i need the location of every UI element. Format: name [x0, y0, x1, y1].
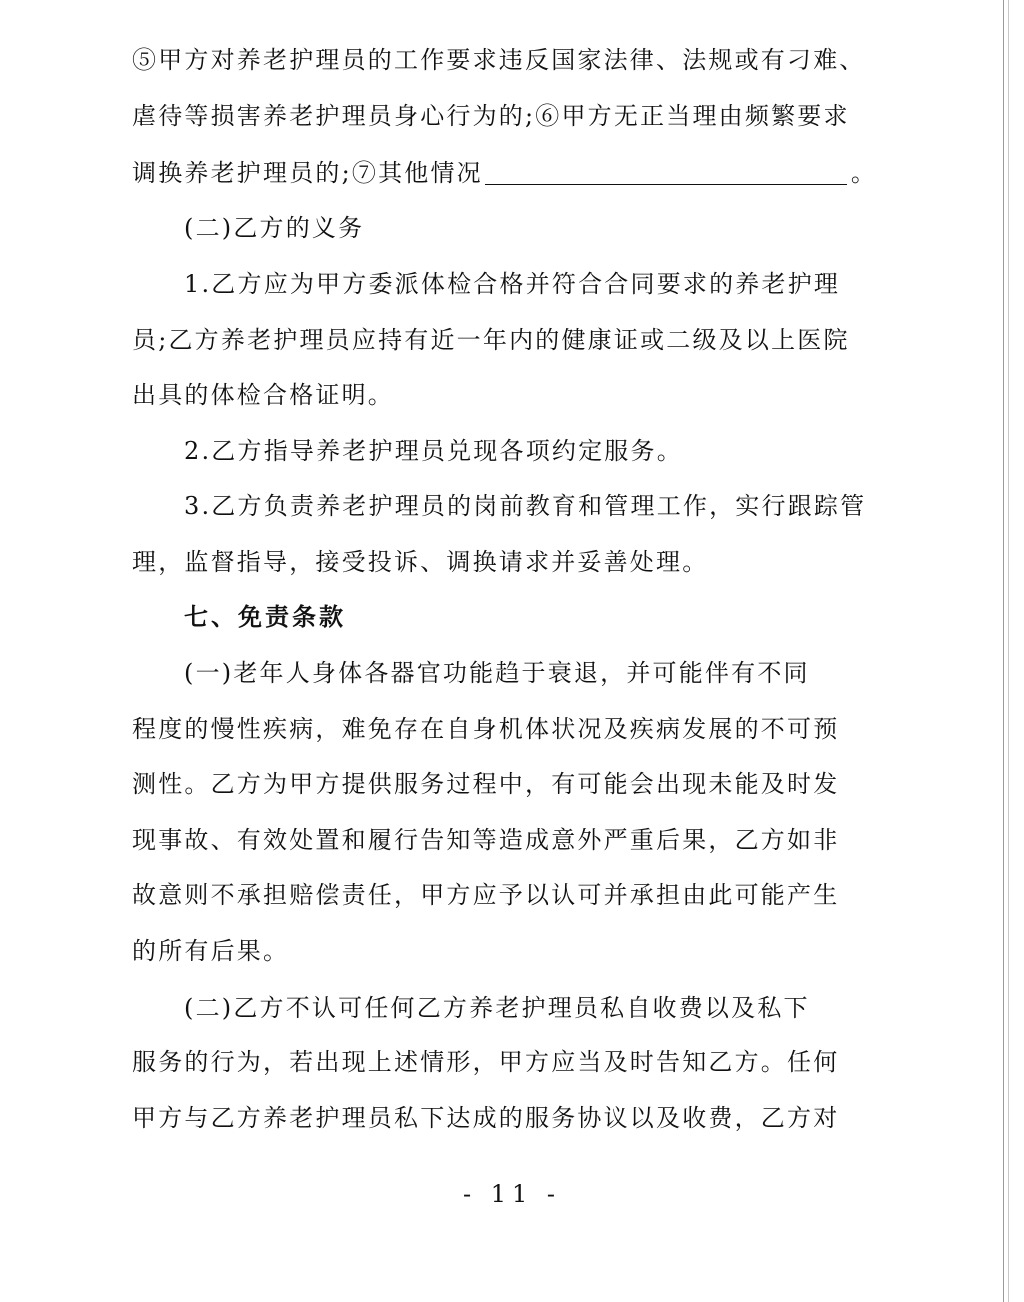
text-line: 服务的行为，若出现上述情形，甲方应当及时告知乙方。任何: [132, 1048, 840, 1076]
text-line: (二)乙方不认可任何乙方养老护理员私自收费以及私下: [184, 994, 810, 1022]
text-line-part: 调换养老护理员的;⑦其他情况: [132, 159, 483, 187]
text-line: 测性。乙方为甲方提供服务过程中，有可能会出现未能及时发: [132, 770, 840, 798]
text-line: [132, 158, 877, 188]
text-line: 1.乙方应为甲方委派体检合格并符合合同要求的养老护理: [184, 270, 841, 298]
text-line: 3.乙方负责养老护理员的岗前教育和管理工作，实行跟踪管: [184, 492, 867, 520]
text-line: 甲方与乙方养老护理员私下达成的服务协议以及收费，乙方对: [132, 1104, 840, 1132]
scan-edge-line: [1003, 0, 1004, 1302]
text-line: 程度的慢性疾病，难免存在自身机体状况及疾病发展的不可预: [132, 715, 840, 743]
text-line: ⑤甲方对养老护理员的工作要求违反国家法律、法规或有刁难、: [132, 46, 866, 74]
text-line: 员;乙方养老护理员应持有近一年内的健康证或二级及以上医院: [132, 326, 850, 354]
text-line: (一)老年人身体各器官功能趋于衰退，并可能伴有不同: [184, 659, 810, 687]
text-line-part: 。: [850, 159, 878, 187]
text-line: 故意则不承担赔偿责任，甲方应予以认可并承担由此可能产生: [132, 881, 840, 909]
text-line: 虐待等损害养老护理员身心行为的;⑥甲方无正当理由频繁要求: [132, 102, 850, 130]
scan-edge-line: [1008, 0, 1009, 1302]
section-heading: 七、免责条款: [184, 602, 346, 631]
text-line: 出具的体检合格证明。: [132, 381, 394, 409]
text-line: 2.乙方指导养老护理员兑现各项约定服务。: [184, 437, 683, 465]
text-line: 的所有后果。: [132, 937, 290, 965]
fill-in-blank: [485, 160, 847, 185]
page-number: - 11 -: [462, 1180, 561, 1208]
text-line: 现事故、有效处置和履行告知等造成意外严重后果，乙方如非: [132, 826, 840, 854]
section-subheading: (二)乙方的义务: [184, 214, 365, 242]
text-line: 理，监督指导，接受投诉、调换请求并妥善处理。: [132, 548, 709, 576]
